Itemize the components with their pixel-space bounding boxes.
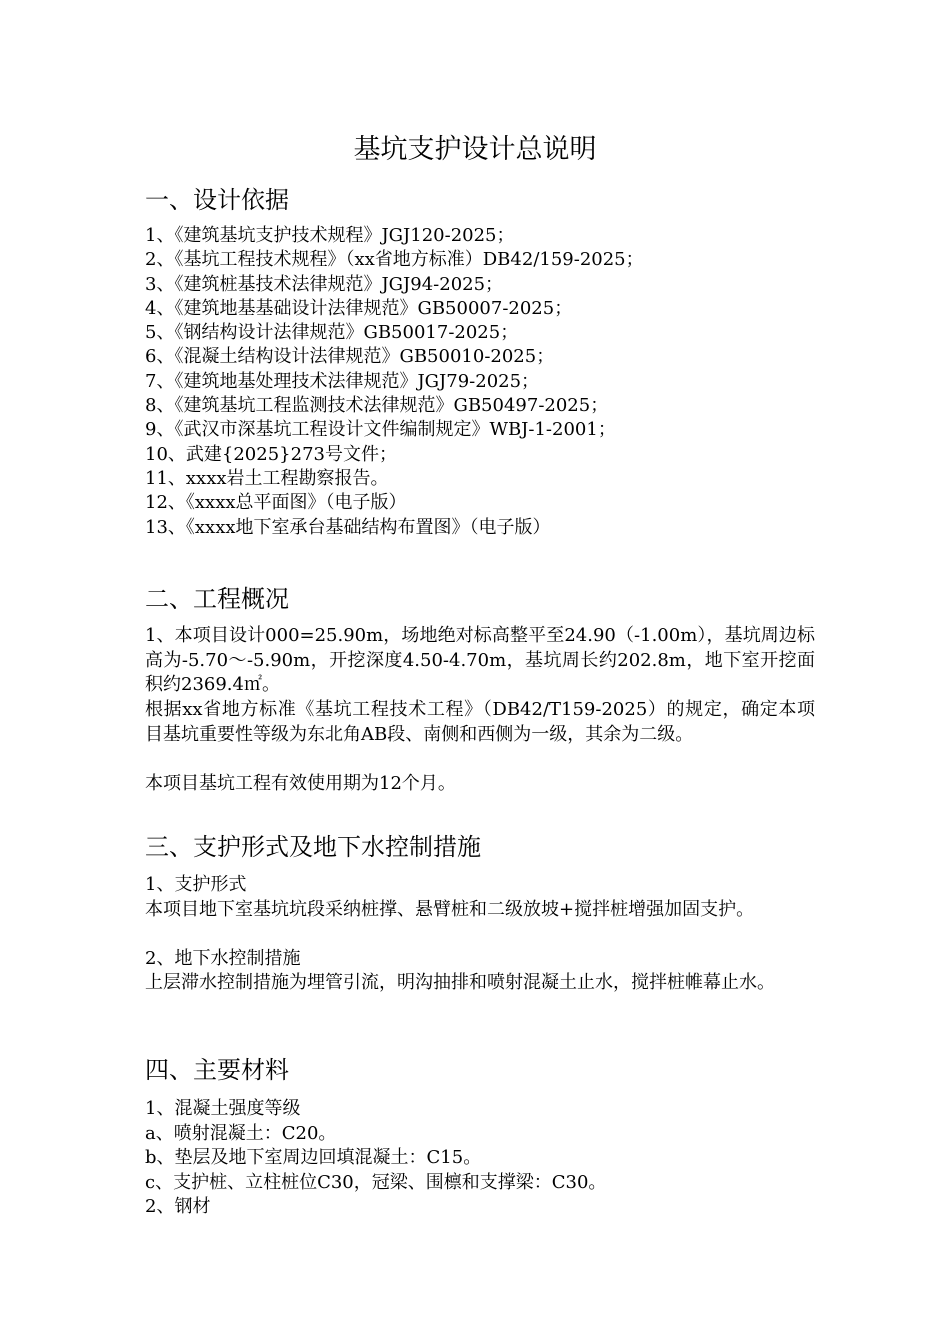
list-item: 2、《基坑工程技术规程》（xx省地方标准）DB42/159-2025； <box>145 249 644 271</box>
materials-line: a、喷射混凝土：C20。 <box>145 1123 337 1144</box>
section-heading-design-basis: 一、设计依据 <box>145 186 289 214</box>
list-item: 11、xxxx岩土工程勘察报告。 <box>145 467 389 489</box>
list-item: 5、《钢结构设计法律规范》GB50017-2025； <box>145 322 519 344</box>
service-life-paragraph: 本项目基坑工程有效使用期为12个月。 <box>145 773 456 794</box>
importance-paragraph: 根据xx省地方标准《基坑工程技术工程》（DB42/T159-2025）的规定，确定本项目基坑重要性等级为东北角AB段、南侧和西侧为一级，其余为二级。 <box>145 699 815 745</box>
list-item: 1、《建筑基坑支护技术规程》JGJ120-2025； <box>145 225 515 246</box>
groundwater-paragraph: 上层滞水控制措施为埋管引流，明沟抽排和喷射混凝土止水，搅拌桩帷幕止水。 <box>145 972 775 993</box>
support-form-paragraph: 本项目地下室基坑坑段采纳桩撑、悬臂桩和二级放坡+搅拌桩增强加固支护。 <box>145 899 755 920</box>
list-item: 10、武建{2025}273号文件； <box>145 443 397 465</box>
section-heading-project-overview: 二、工程概况 <box>145 585 289 613</box>
list-item: 4、《建筑地基基础设计法律规范》GB50007-2025； <box>145 297 573 319</box>
list-item: 8、《建筑基坑工程监测技术法律规范》GB50497-2025； <box>145 395 609 417</box>
section-heading-support-and-groundwater: 三、支护形式及地下水控制措施 <box>145 833 481 861</box>
subheading-support-form: 1、支护形式 <box>145 874 247 895</box>
overview-paragraph: 1、本项目设计000=25.90m，场地绝对标高整平至24.90（-1.00m），基坑周边标高为-5.70～-5.90m，开挖深度4.50-4.70m，基坑周长约202.8m，地下室开挖面积约2369.4㎡。 <box>145 625 815 695</box>
list-item: 7、《建筑地基处理技术法律规范》JGJ79-2025； <box>145 370 540 392</box>
list-item: 12、《xxxx总平面图》（电子版） <box>145 492 407 514</box>
design-basis-list <box>145 224 644 540</box>
materials-line: 2、钢材 <box>145 1196 211 1217</box>
page-title: 基坑支护设计总说明 <box>353 134 597 165</box>
materials-line: 1、混凝土强度等级 <box>145 1098 301 1119</box>
materials-line: c、支护桩、立柱桩位C30，冠梁、围檩和支撑梁：C30。 <box>145 1172 607 1193</box>
list-item: 13、《xxxx地下室承台基础结构布置图》（电子版） <box>145 516 551 538</box>
subheading-groundwater-control: 2、地下水控制措施 <box>145 948 301 969</box>
materials-line: b、垫层及地下室周边回填混凝土：C15。 <box>145 1147 482 1168</box>
list-item: 9、《武汉市深基坑工程设计文件编制规定》WBJ-1-2001； <box>145 419 616 441</box>
list-item: 6、《混凝土结构设计法律规范》GB50010-2025； <box>145 346 555 368</box>
list-item: 3、《建筑桩基技术法律规范》JGJ94-2025； <box>145 273 504 295</box>
section-heading-main-materials: 四、主要材料 <box>145 1056 289 1084</box>
